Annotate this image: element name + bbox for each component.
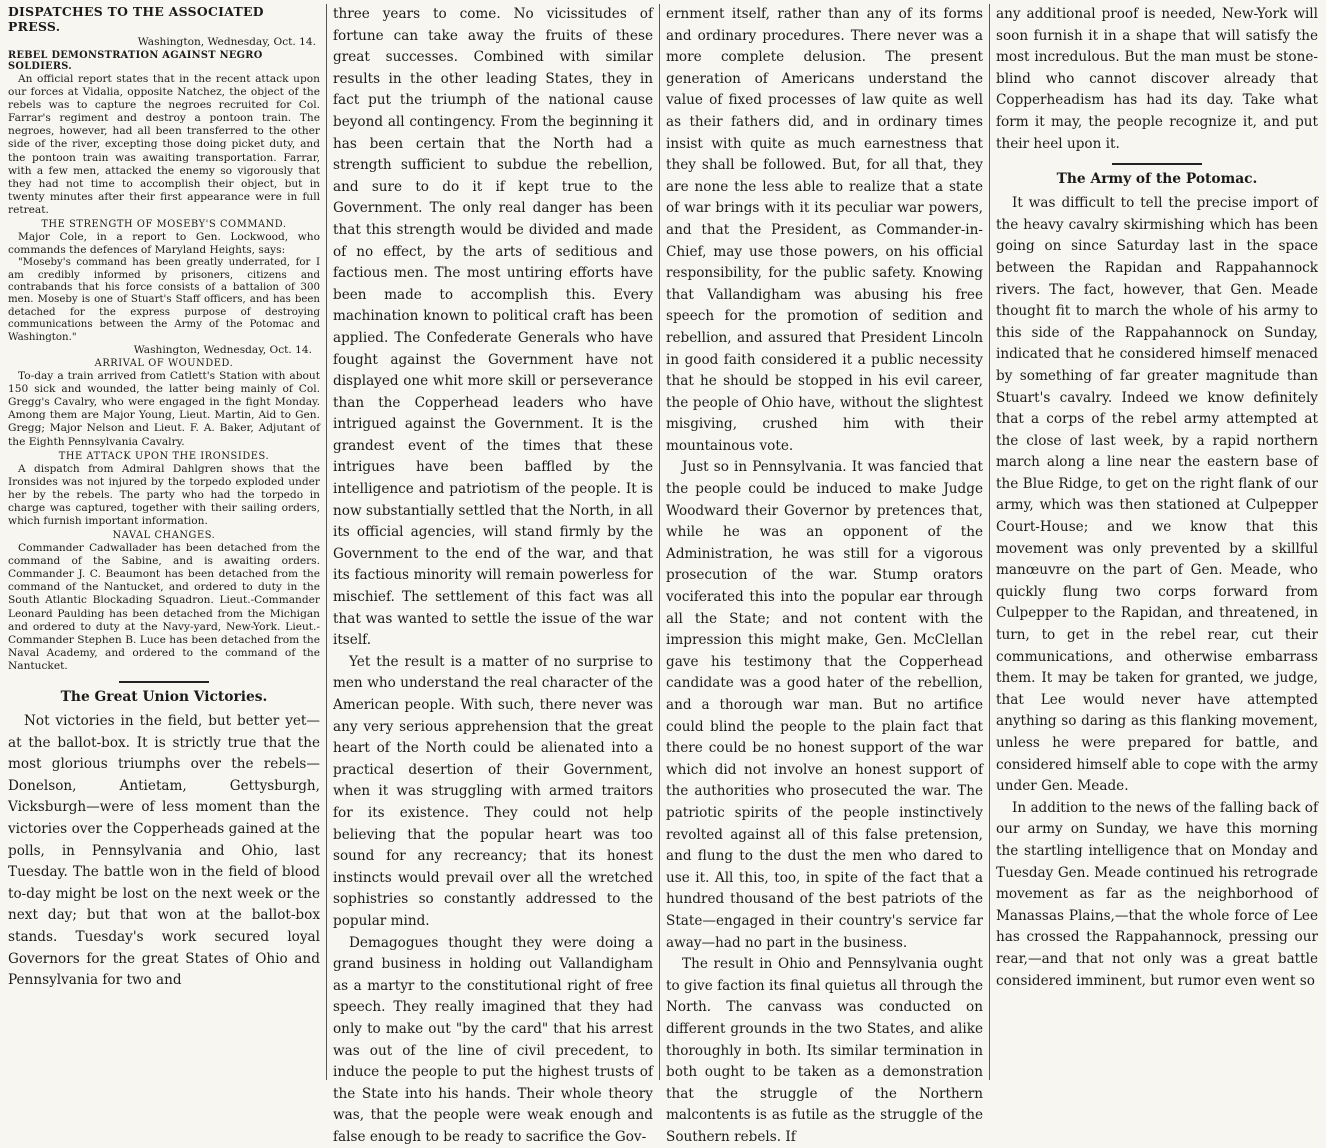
article-paragraph: Yet the result is a matter of no surprise to men who understand the real character of the American people. With such, there never was any very serious apprehension that the great heart of the North could be alienated into a practical desertion of their Government, when it was struggling with armed traitors for its existence. They could not help believing that the popular heart was too sound for any recreancy; that its honest instincts would prevail over all the wretched sophistries so constantly addressed to the popular mind. — [333, 653, 653, 929]
section-subhead: REBEL DEMONSTRATION AGAINST NEGRO SOLDIERS. — [8, 50, 263, 72]
dispatch-paragraph: To-day a train arrived from Catlett's Station with about 150 sick and wounded, the latter being mainly of Col. Gregg's Cavalry, who were engaged in the fight Monday. Among them are Major Young, Lieut. Martin, Aid to Gen. Gregg; Major Nelson and Lieut. F. A. Baker, Adjutant of the Eighth Pennsylvania Cavalry. — [8, 370, 320, 448]
article-paragraph: The result in Ohio and Pennsylvania ought to give faction its final quietus all through the North. The canvass was conducted on different grounds in the two States, and alike thoroughly in both. Its similar termination in both ought to be taken as a demonstration that the struggle of the Northern malcontents is as futile as the struggle of the Southern rebels. If — [666, 956, 983, 1145]
masthead: DISPATCHES TO THE ASSOCIATED PRESS. — [8, 4, 264, 34]
dateline: Washington, Wednesday, Oct. 14. — [137, 36, 316, 48]
section-divider — [119, 681, 209, 683]
quoted-report: "Moseby's command has been greatly underrated, for I am credibly informed by prisoners, citizens and contrabands that his force consists of a battalion of 300 men. Moseby is one of Stuart's Staff officers, and has been detached for the express purpose of destroying communications between the Army of the Potomac and Washington." — [8, 257, 320, 343]
section-subhead: THE ATTACK UPON THE IRONSIDES. — [58, 450, 270, 462]
dispatch-paragraph: Major Cole, in a report to Gen. Lockwood, who commands the defences of Maryland Heights, says: — [8, 231, 320, 257]
article-paragraph: Not victories in the field, but better yet—at the ballot-box. It is strictly true that the most glorious triumphs over the rebels—Donelson, Antietam, Gettysburgh, Vicksburgh—were of less moment than the victories over the Copperheads gained at the polls, in Pennsylvania and Ohio, last Tuesday. The battle won in the field of blood to-day might be lost on the next week or the next day; but that won at the ballot-box stands. Tuesday's work secured loyal Governors for the great States of Ohio and Pennsylvania for two and — [8, 713, 320, 989]
column-2 — [327, 4, 660, 1145]
section-subhead: THE STRENGTH OF MOSEBY'S COMMAND. — [41, 219, 287, 231]
dateline: Washington, Wednesday, Oct. 14. — [133, 344, 312, 357]
section-divider — [1112, 163, 1202, 165]
column-3 — [660, 4, 990, 1145]
article-paragraph: Demagogues thought they were doing a grand business in holding out Vallandigham as a martyr to the constitutional right of free speech. They really imagined that they had only to make out "by the card" that his arrest was out of the line of civil precedent, to induce the people to put the highest trusts of the State into his hands. Their whole theory was, that the people were weak enough and false enough to be ready to sacrifice the Gov- — [333, 934, 653, 1145]
article-paragraph: In addition to the news of the falling back of our army on Sunday, we have this morning the startling intelligence that on Monday and Tuesday Gen. Meade continued his retrograde movement as far as the neighborhood of Manassas Plains,—that the whole force of Lee has crossed the Rappahannock, pressing our rear,—and that not only was a great battle considered imminent, but rumor even went so — [996, 799, 1318, 989]
article-paragraph: ernment itself, rather than any of its forms and ordinary procedures. There never was a more complete delusion. The present generation of Americans understand the value of fixed processes of law quite as well as their fathers did, and in ordinary times insist with quite as much earnestness that they shall be followed. But, for all that, they are none the less able to realize that a state of war brings with it its peculiar war powers, and that the President, as Commander-in-Chief, may use those powers, on his official responsibility, for the public safety. Knowing that Vallandigham was abusing his free speech for the promotion of sedition and rebellion, and assured that President Lincoln in good faith considered it a public necessity that he should be stopped in his evil career, the people of Ohio have, without the slightest misgiving, crushed him with their mountainous vote. — [666, 6, 983, 454]
article-headline: The Army of the Potomac. — [1056, 171, 1258, 188]
article-paragraph: It was difficult to tell the precise import of the heavy cavalry skirmishing which has been going on since Saturday last in the space between the Rapidan and Rappahannock rivers. The fact, however, that Gen. Meade thought fit to march the whole of his army to this side of the Rappahannock on Sunday, indicated that he considered himself menaced by something of far greater magnitude than Stuart's cavalry. Indeed we know definitely that a corps of the rebel army attempted at the close of last week, by a rapid northern march along a line near the eastern base of the Blue Ridge, to get on the right flank of our army, which was then stationed at Culpepper Court-House; and we know that this movement was only prevented by a skillful manœuvre on the part of Gen. Meade, who quickly flung two corps forward from Culpepper to the Rapidan, and threatened, in turn, to get in the rebel rear, cut their communications, and otherwise embarrass them. It may be taken for granted, we judge, that Lee would never have attempted anything so daring as this flanking movement, unless he were prepared for battle, and considered himself able to cope with the army under Gen. Meade. — [996, 195, 1318, 795]
column-1 — [2, 4, 327, 1080]
dispatch-paragraph: An official report states that in the recent attack upon our forces at Vidalia, opposite Natchez, the object of the rebels was to capture the negroes recruited for Col. Farrar's regiment and destroy a pontoon train. The negroes, however, had all been transferred to the other side of the river, excepting those doing picket duty, and the pontoon train was awaiting transportation. Farrar, with a few men, attacked the enemy so vigorously that they had not time to accomplish their object, but in twenty minutes after their first appearance were in full retreat. — [8, 73, 320, 216]
article-paragraph: Just so in Pennsylvania. It was fancied that the people could be induced to make Judge Woodward their Governor by pretences that, while he was an opponent of the Administration, he was still for a vigorous prosecution of the war. Stump orators vociferated this into the popular ear through all the State; and not content with the impression this might make, Gen. McClellan gave his testimony that the Copperhead candidate was a good hater of the rebellion, and a thorough war man. But no artifice could blind the people to the plain fact that there could be no honest support of the war which did not involve an honest support of the authorities who prosecuted the war. The patriotic spirits of the people instinctively revolted against all of this false pretension, and flung to the dust the men who dared to use it. All this, too, in spite of the fact that a hundred thousand of the best patriots of the State—engaged in their country's service far away—had no part in the business. — [666, 459, 983, 951]
article-paragraph: three years to come. No vicissitudes of fortune can take away the fruits of these great successes. Combined with similar results in the other leading States, they in fact put the triumph of the national cause beyond all contingency. From the beginning it has been certain that the North had a strength sufficient to subdue the rebellion, and sure to do it if kept true to the Government. The only real danger has been that this strength would be divided and made of no effect, by the arts of seditious and factious men. The most untiring efforts have been made to accomplish this. Every machination known to political craft has been applied. The Confederate Generals who have fought against the Government have not displayed one whit more skill or perseverance than the Copperhead leaders who have intrigued against the Government. It is the grandest event of the times that these intrigues have been baffled by the intelligence and patriotism of the people. It is now substantially settled that the North, in all its official agencies, will stand firmly by the Government to the end of the war, and that its factious minority will remain powerless for mischief. The settlement of this fact was all that was wanted to settle the issue of the war itself. — [333, 6, 653, 649]
article-paragraph: any additional proof is needed, New-York will soon furnish it in a shape that will satisfy the most incredulous. But the man must be stone-blind who cannot discover already that Copperheadism has had its day. Take what form it may, the people recognize it, and put their heel upon it. — [996, 6, 1318, 152]
dispatch-paragraph: Commander Cadwallader has been detached from the command of the Sabine, and is awaiting orders. Commander J. C. Beaumont has been detached from the command of the Nantucket, and ordered to duty in the South Atlantic Blockading Squadron. Lieut.-Commander Leonard Paulding has been detached from the Michigan and ordered to duty at the Navy-yard, New-York. Lieut.-Commander Stephen B. Luce has been detached from the Naval Academy, and ordered to the command of the Nantucket. — [8, 542, 320, 672]
dispatch-paragraph: A dispatch from Admiral Dahlgren shows that the Ironsides was not injured by the torpedo exploded under her by the rebels. The party who had the torpedo in charge was captured, together with their sailing orders, which furnish important information. — [8, 462, 320, 527]
article-headline: The Great Union Victories. — [60, 689, 268, 706]
section-subhead: ARRIVAL OF WOUNDED. — [94, 358, 234, 370]
section-subhead: NAVAL CHANGES. — [112, 530, 216, 542]
column-4 — [990, 4, 1324, 1080]
